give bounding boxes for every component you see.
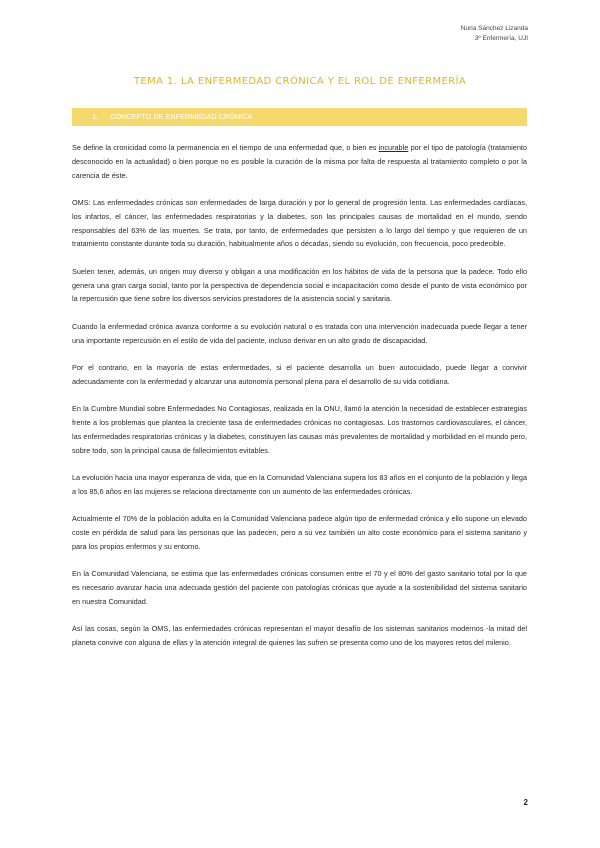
paragraph-self-care: Por el contrario, en la mayoría de estas enfermedades, si el paciente desarrolla un buen autocuidado, puede llegar a convivir adecuadamente con la enfermedad y alcanzar una autonomía personal plena para el desarrollo de su vida cotidiana. bbox=[72, 362, 527, 386]
paragraph-text: por el tipo de patología (tratamiento desconocido en la actualidad) o bien porque no es posible la curación de la misma por falta de respuesta al tratamiento completo o por la carencia de éste. bbox=[72, 143, 527, 180]
course-label: 3º Enfermería, UJI bbox=[474, 35, 528, 42]
page-number: 2 bbox=[523, 798, 528, 807]
author-name: Nuria Sánchez Lizanda bbox=[460, 25, 528, 32]
document-title: TEMA 1. LA ENFERMEDAD CRÓNICA Y EL ROL DE ENFERMERÍA bbox=[133, 76, 467, 87]
paragraph-challenge: Así las cosas, según la OMS, las enfermedades crónicas representan el mayor desafío de los sistemas sanitarios modernos -la mitad del planeta convive con alguna de ellas y la atención integral de quienes las sufren se presenta como uno de los mayores retos del milenio. bbox=[72, 624, 527, 647]
paragraph-summit: En la Cumbre Mundial sobre Enfermedades No Contagiosas, realizada en la ONU, llamó la atención la necesidad de establecer estrategias frente a los problemas que plantea la creciente tasa de enfermedades crónicas no contagiosas. Los trastornos cardiovasculares, el cáncer, las enfermedades respiratorias crónicas y la diabetes, constituyen las causas más prevalentes de mortalidad y morbilidad en el mundo pero, sobre todo, son la principal causa de fallecimientos evitables. bbox=[72, 404, 527, 455]
section-heading bbox=[72, 108, 527, 126]
body-text bbox=[72, 141, 527, 663]
section-title: CONCEPTO DE ENFERMEDAD CRÓNICA bbox=[110, 112, 253, 121]
paragraph-progression: Cuando la enfermedad crónica avanza conforme a su evolución natural o es tratada con una intervención inadecuada puede llegar a tener una importante repercusión en el estilo de vida del paciente, incluso derivar en un alto grado de discapacidad. bbox=[72, 321, 527, 345]
paragraph-prevalence: Actualmente el 70% de la población adulta en la Comunidad Valenciana padece algún tipo de enfermedad crónica y ello supone un elevado coste en pérdida de salud para las personas que las padecen, pero a su vez también un alto coste económico para el sistema sanitario y para los propios enfermos y su entorno. bbox=[72, 514, 527, 551]
paragraph-life-expectancy: La evolución hacia una mayor esperanza de vida, que en la Comunidad Valenciana supera los 83 años en el conjunto de la población y llega a los 85,6 años en las mujeres se relaciona directamente con un aumento de las enfermedades crónicas. bbox=[72, 472, 528, 496]
paragraph-origin: Suelen tener, además, un origen muy diverso y obligan a una modificación en los hábitos de vida de la persona que la padece. Todo ello genera una gran carga social, tanto por la perspectiva de dependencia social e incapacitación como desde el punto de vista económico por la repercusión que tiene sobre los diversos servicios prestadores de la asistencia social y sanitaria. bbox=[72, 266, 527, 304]
paragraph-text: Se define la cronicidad como la permanencia en el tiempo de una enfermedad que, o bien es bbox=[72, 143, 379, 152]
paragraph-spending: En la Comunidad Valenciana, se estima que las enfermedades crónicas consumen entre el 70 y el 80% del gasto sanitario total por lo que es necesario avanzar hacia una adecuada gestión del paciente con patologías crónicas que ayude a la sostenibilidad del sistema sanitario en nuestra Comunidad. bbox=[72, 569, 527, 606]
page-header bbox=[461, 24, 528, 44]
section-number: 1. bbox=[92, 112, 99, 121]
paragraph-oms: OMS: Las enfermedades crónicas son enfermedades de larga duración y por lo general de progresión lenta. Las enfermedades cardíacas, los infartos, el cáncer, las enfermedades respiratorias y la diabetes, son las principales causas de mortalidad en el mundo, siendo responsables del 63% de las muertes. Se trata, por tanto, de enfermedades que persisten a lo largo del tiempo y que requieren de un tratamiento constante durante toda su duración, habitualmente años o décadas, siendo su evolución, con frecuencia, poco predecible. bbox=[72, 197, 527, 249]
underlined-term: incurable bbox=[378, 143, 409, 152]
paragraph-definition bbox=[72, 141, 527, 182]
